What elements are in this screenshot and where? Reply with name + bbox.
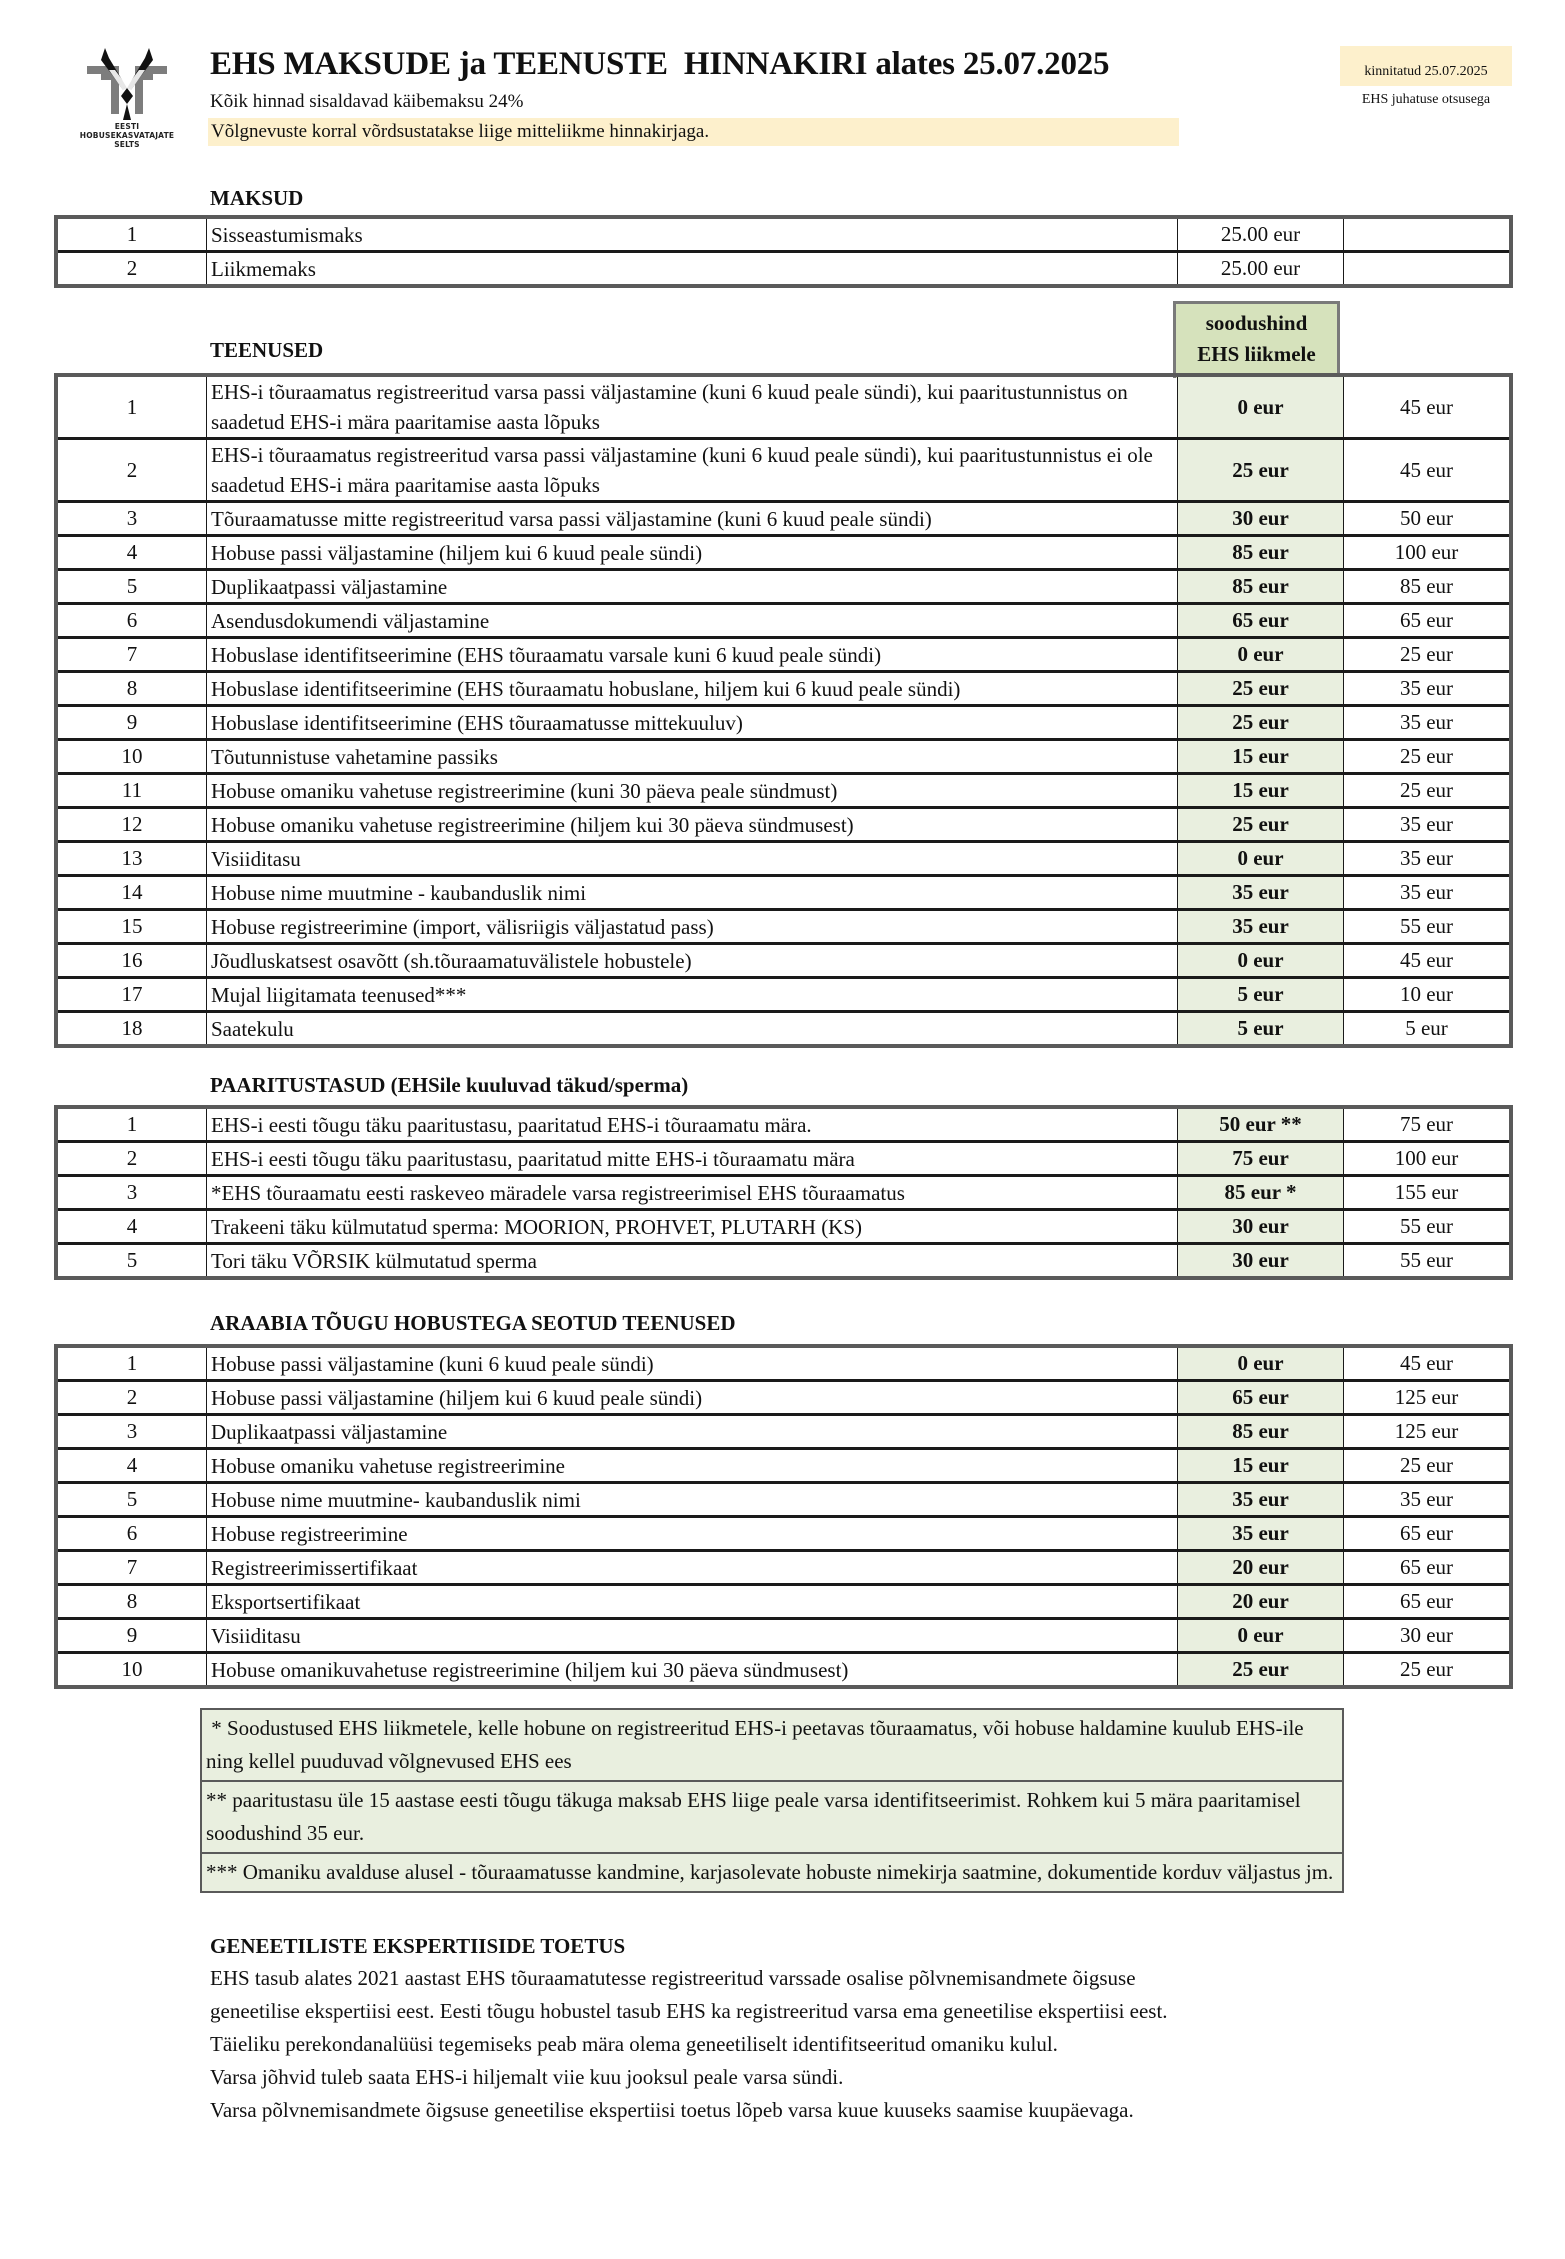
row-number: 3 xyxy=(56,1415,207,1449)
member-price: 65 eur xyxy=(1178,1381,1344,1415)
table-row xyxy=(56,1551,1511,1585)
table-row xyxy=(56,604,1511,638)
table-row xyxy=(56,1346,1511,1381)
footnotes-box xyxy=(200,1708,1344,1893)
service-description: EHS-i eesti tõugu täku paaritustasu, paaritatud EHS-i tõuraamatu mära. xyxy=(207,1107,1178,1142)
service-description: Mujal liigitamata teenused*** xyxy=(207,978,1178,1012)
member-price: 35 eur xyxy=(1178,1517,1344,1551)
service-description: Hobuse registreerimine (import, välisriigis väljastatud pass) xyxy=(207,910,1178,944)
member-price: 20 eur xyxy=(1178,1551,1344,1585)
table-row xyxy=(56,944,1511,978)
paaritustasud-table xyxy=(54,1105,1513,1280)
member-price: 65 eur xyxy=(1178,604,1344,638)
logo-text-line: HOBUSEKASVATAJATE xyxy=(79,131,175,140)
genetic-paragraph: Täieliku perekondanalüüsi tegemiseks peab mära olema geneetiliselt identifitseeritud omaniku kulul. xyxy=(210,2032,1058,2056)
member-price: 50 eur ** xyxy=(1178,1107,1344,1142)
member-price: 15 eur xyxy=(1178,740,1344,774)
regular-price: 35 eur xyxy=(1344,808,1512,842)
member-price: 25 eur xyxy=(1178,808,1344,842)
service-description: Saatekulu xyxy=(207,1012,1178,1047)
table-row xyxy=(56,1012,1511,1047)
member-price: 25 eur xyxy=(1178,1653,1344,1688)
member-price: 25 eur xyxy=(1178,706,1344,740)
araabia-table xyxy=(54,1344,1513,1689)
member-price: 25.00 eur xyxy=(1178,252,1344,287)
table-row xyxy=(56,1483,1511,1517)
service-description: Eksportsertifikaat xyxy=(207,1585,1178,1619)
row-number: 2 xyxy=(56,252,207,287)
table-row xyxy=(56,638,1511,672)
table-row xyxy=(56,1517,1511,1551)
member-price: 30 eur xyxy=(1178,1244,1344,1279)
regular-price: 65 eur xyxy=(1344,1517,1512,1551)
table-row xyxy=(56,1653,1511,1688)
genetic-paragraph: Varsa põlvnemisandmete õigsuse geneetilise ekspertiisi toetus lõpeb varsa kuue kuuseks saamise kuupäevaga. xyxy=(210,2098,1134,2122)
row-number: 1 xyxy=(56,217,207,252)
row-number: 14 xyxy=(56,876,207,910)
row-number: 16 xyxy=(56,944,207,978)
horse-heads-logo-icon xyxy=(79,44,175,122)
member-price: 5 eur xyxy=(1178,1012,1344,1047)
member-price: 85 eur xyxy=(1178,536,1344,570)
row-number: 15 xyxy=(56,910,207,944)
member-price: 35 eur xyxy=(1178,876,1344,910)
member-price-column-header xyxy=(1173,301,1340,378)
regular-price: 65 eur xyxy=(1344,1585,1512,1619)
regular-price xyxy=(1344,217,1512,252)
member-price: 20 eur xyxy=(1178,1585,1344,1619)
service-description: Hobuse nime muutmine- kaubanduslik nimi xyxy=(207,1483,1178,1517)
genetic-support-section xyxy=(210,1930,1170,2127)
regular-price: 25 eur xyxy=(1344,774,1512,808)
table-row xyxy=(56,1176,1511,1210)
service-description: Tõuraamatusse mitte registreeritud varsa passi väljastamine (kuni 6 kuud peale sündi) xyxy=(207,502,1178,536)
row-number: 1 xyxy=(56,1107,207,1142)
service-description: EHS-i eesti tõugu täku paaritustasu, paaritatud mitte EHS-i tõuraamatu mära xyxy=(207,1142,1178,1176)
table-row xyxy=(56,1619,1511,1653)
member-price: 85 eur xyxy=(1178,1415,1344,1449)
logo-text-line: SELTS xyxy=(114,140,140,149)
service-description: Hobuslase identifitseerimine (EHS tõuraamatu hobuslane, hiljem kui 6 kuud peale sündi) xyxy=(207,672,1178,706)
regular-price: 100 eur xyxy=(1344,536,1512,570)
row-number: 3 xyxy=(56,1176,207,1210)
member-price: 85 eur xyxy=(1178,570,1344,604)
table-row xyxy=(56,808,1511,842)
row-number: 12 xyxy=(56,808,207,842)
table-row xyxy=(56,1142,1511,1176)
member-price: 25.00 eur xyxy=(1178,217,1344,252)
service-description: Visiiditasu xyxy=(207,1619,1178,1653)
table-row xyxy=(56,1449,1511,1483)
teenused-table xyxy=(54,373,1513,1048)
service-description: Hobuse registreerimine xyxy=(207,1517,1178,1551)
table-row xyxy=(56,1107,1511,1142)
regular-price: 55 eur xyxy=(1344,910,1512,944)
row-number: 2 xyxy=(56,1142,207,1176)
service-description: Sisseastumismaks xyxy=(207,217,1178,252)
regular-price: 45 eur xyxy=(1344,375,1512,439)
regular-price: 155 eur xyxy=(1344,1176,1512,1210)
service-description: EHS-i tõuraamatus registreeritud varsa passi väljastamine (kuni 6 kuud peale sündi), kui paaritustunnistus ei ole saadetud EHS-i mära paaritamise aasta lõpuks xyxy=(207,439,1178,502)
regular-price: 65 eur xyxy=(1344,1551,1512,1585)
table-row xyxy=(56,375,1511,439)
table-row xyxy=(56,1244,1511,1279)
approval-date: kinnitatud 25.07.2025 xyxy=(1340,46,1512,86)
table-row xyxy=(56,978,1511,1012)
regular-price: 55 eur xyxy=(1344,1210,1512,1244)
section-heading-maksud: MAKSUD xyxy=(210,186,304,210)
row-number: 2 xyxy=(56,1381,207,1415)
service-description: Visiiditasu xyxy=(207,842,1178,876)
organization-logo xyxy=(62,44,192,159)
row-number: 8 xyxy=(56,672,207,706)
row-number: 7 xyxy=(56,1551,207,1585)
row-number: 6 xyxy=(56,604,207,638)
regular-price: 35 eur xyxy=(1344,672,1512,706)
table-row xyxy=(56,1210,1511,1244)
footnote-triple-star: *** Omaniku avalduse alusel - tõuraamatusse kandmine, karjasolevate hobuste nimekirja saatmine, dokumentide korduv väljastus jm. xyxy=(202,1852,1342,1891)
regular-price: 50 eur xyxy=(1344,502,1512,536)
member-price-header-line: soodushind xyxy=(1205,311,1308,335)
member-price: 0 eur xyxy=(1178,1346,1344,1381)
regular-price: 25 eur xyxy=(1344,1449,1512,1483)
member-price: 0 eur xyxy=(1178,638,1344,672)
section-heading-araabia: ARAABIA TÕUGU HOBUSTEGA SEOTUD TEENUSED xyxy=(210,1311,736,1335)
service-description: Duplikaatpassi väljastamine xyxy=(207,570,1178,604)
table-row xyxy=(56,1415,1511,1449)
row-number: 9 xyxy=(56,706,207,740)
regular-price: 25 eur xyxy=(1344,740,1512,774)
regular-price: 45 eur xyxy=(1344,1346,1512,1381)
table-row xyxy=(56,842,1511,876)
member-price: 25 eur xyxy=(1178,439,1344,502)
genetic-support-heading: GENEETILISTE EKSPERTIISIDE TOETUS xyxy=(210,1934,626,1958)
footnote-single-star: * Soodustused EHS liikmetele, kelle hobune on registreeritud EHS-i peetavas tõuraamatus, või hobuse haldamine kuulub EHS-ile ning kellel puuduvad võlgnevused EHS ees xyxy=(206,1716,1309,1773)
service-description: Jõudluskatsest osavõtt (sh.tõuraamatuvälistele hobustele) xyxy=(207,944,1178,978)
regular-price: 85 eur xyxy=(1344,570,1512,604)
service-description: Hobuse nime muutmine - kaubanduslik nimi xyxy=(207,876,1178,910)
genetic-paragraph: EHS tasub alates 2021 aastast EHS tõuraamatutesse registreeritud varssade osalise põlvnemisandmete õigsuse geneetilise ekspertiisi eest. Eesti tõugu hobustel tasub EHS ka registreeritud varsa ema geneetilise ekspertiisi eest. xyxy=(210,1966,1168,2023)
section-heading-paaritustasud: PAARITUSTASUD (EHSile kuuluvad täkud/sperma) xyxy=(210,1073,689,1097)
approval-authority: EHS juhatuse otsusega xyxy=(1361,92,1491,107)
row-number: 8 xyxy=(56,1585,207,1619)
regular-price: 5 eur xyxy=(1344,1012,1512,1047)
service-description: EHS-i tõuraamatus registreeritud varsa passi väljastamine (kuni 6 kuud peale sündi), kui paaritustunnistus on saadetud EHS-i mära paaritamise aasta lõpuks xyxy=(207,375,1178,439)
genetic-paragraph: Varsa jõhvid tuleb saata EHS-i hiljemalt viie kuu jooksul peale varsa sündi. xyxy=(210,2065,844,2089)
service-description: Hobuse omaniku vahetuse registreerimine (kuni 30 päeva peale sündmust) xyxy=(207,774,1178,808)
service-description: Hobuse omaniku vahetuse registreerimine (hiljem kui 30 päeva sündmusest) xyxy=(207,808,1178,842)
table-row xyxy=(56,774,1511,808)
service-description: Hobuse passi väljastamine (hiljem kui 6 kuud peale sündi) xyxy=(207,536,1178,570)
member-price: 85 eur * xyxy=(1178,1176,1344,1210)
regular-price: 25 eur xyxy=(1344,638,1512,672)
row-number: 13 xyxy=(56,842,207,876)
service-description: Tori täku VÕRSIK külmutatud sperma xyxy=(207,1244,1178,1279)
member-price: 0 eur xyxy=(1178,375,1344,439)
row-number: 10 xyxy=(56,740,207,774)
row-number: 5 xyxy=(56,1483,207,1517)
member-price: 75 eur xyxy=(1178,1142,1344,1176)
member-price: 5 eur xyxy=(1178,978,1344,1012)
service-description: Duplikaatpassi väljastamine xyxy=(207,1415,1178,1449)
service-description: Hobuse omaniku vahetuse registreerimine xyxy=(207,1449,1178,1483)
table-row xyxy=(56,502,1511,536)
table-row xyxy=(56,1381,1511,1415)
table-row xyxy=(56,910,1511,944)
service-description: Hobuse passi väljastamine (kuni 6 kuud peale sündi) xyxy=(207,1346,1178,1381)
row-number: 5 xyxy=(56,570,207,604)
row-number: 4 xyxy=(56,1449,207,1483)
member-price: 15 eur xyxy=(1178,774,1344,808)
service-description: Hobuse passi väljastamine (hiljem kui 6 kuud peale sündi) xyxy=(207,1381,1178,1415)
table-row xyxy=(56,570,1511,604)
row-number: 2 xyxy=(56,439,207,502)
table-row xyxy=(56,217,1511,252)
row-number: 7 xyxy=(56,638,207,672)
member-price: 0 eur xyxy=(1178,944,1344,978)
table-row xyxy=(56,536,1511,570)
regular-price: 25 eur xyxy=(1344,1653,1512,1688)
member-price: 30 eur xyxy=(1178,502,1344,536)
service-description: *EHS tõuraamatu eesti raskeveo märadele varsa registreerimisel EHS tõuraamatus xyxy=(207,1176,1178,1210)
row-number: 10 xyxy=(56,1653,207,1688)
member-price-header-line: EHS liikmele xyxy=(1197,342,1316,366)
row-number: 17 xyxy=(56,978,207,1012)
row-number: 9 xyxy=(56,1619,207,1653)
member-price: 25 eur xyxy=(1178,672,1344,706)
member-price: 15 eur xyxy=(1178,1449,1344,1483)
table-row xyxy=(56,439,1511,502)
regular-price: 35 eur xyxy=(1344,706,1512,740)
row-number: 4 xyxy=(56,536,207,570)
table-row xyxy=(56,706,1511,740)
debt-notice: Võlgnevuste korral võrdsustatakse liige mitteliikme hinnakirjaga. xyxy=(208,118,1179,146)
service-description: Trakeeni täku külmutatud sperma: MOORION, PROHVET, PLUTARH (KS) xyxy=(207,1210,1178,1244)
regular-price: 10 eur xyxy=(1344,978,1512,1012)
row-number: 3 xyxy=(56,502,207,536)
regular-price: 125 eur xyxy=(1344,1381,1512,1415)
service-description: Tõutunnistuse vahetamine passiks xyxy=(207,740,1178,774)
member-price: 30 eur xyxy=(1178,1210,1344,1244)
regular-price: 75 eur xyxy=(1344,1107,1512,1142)
section-heading-teenused: TEENUSED xyxy=(210,338,324,362)
table-row xyxy=(56,876,1511,910)
regular-price: 65 eur xyxy=(1344,604,1512,638)
maksud-table xyxy=(54,215,1513,288)
service-description: Registreerimissertifikaat xyxy=(207,1551,1178,1585)
member-price: 35 eur xyxy=(1178,1483,1344,1517)
table-row xyxy=(56,252,1511,287)
service-description: Hobuslase identifitseerimine (EHS tõuraamatusse mittekuuluv) xyxy=(207,706,1178,740)
service-description: Hobuslase identifitseerimine (EHS tõuraamatu varsale kuni 6 kuud peale sündi) xyxy=(207,638,1178,672)
regular-price: 100 eur xyxy=(1344,1142,1512,1176)
row-number: 1 xyxy=(56,1346,207,1381)
regular-price xyxy=(1344,252,1512,287)
regular-price: 45 eur xyxy=(1344,439,1512,502)
page-title: EHS MAKSUDE ja TEENUSTE HINNAKIRI alates 25.07.2025 xyxy=(210,46,1110,82)
row-number: 11 xyxy=(56,774,207,808)
logo-text-line: EESTI xyxy=(114,122,140,131)
regular-price: 125 eur xyxy=(1344,1415,1512,1449)
row-number: 1 xyxy=(56,375,207,439)
regular-price: 35 eur xyxy=(1344,876,1512,910)
table-row xyxy=(56,740,1511,774)
regular-price: 30 eur xyxy=(1344,1619,1512,1653)
regular-price: 55 eur xyxy=(1344,1244,1512,1279)
member-price: 35 eur xyxy=(1178,910,1344,944)
regular-price: 45 eur xyxy=(1344,944,1512,978)
row-number: 5 xyxy=(56,1244,207,1279)
vat-note: Kõik hinnad sisaldavad käibemaksu 24% xyxy=(210,91,524,112)
row-number: 6 xyxy=(56,1517,207,1551)
row-number: 18 xyxy=(56,1012,207,1047)
member-price: 0 eur xyxy=(1178,1619,1344,1653)
service-description: Hobuse omanikuvahetuse registreerimine (hiljem kui 30 päeva sündmusest) xyxy=(207,1653,1178,1688)
table-row xyxy=(56,1585,1511,1619)
row-number: 4 xyxy=(56,1210,207,1244)
table-row xyxy=(56,672,1511,706)
service-description: Liikmemaks xyxy=(207,252,1178,287)
regular-price: 35 eur xyxy=(1344,1483,1512,1517)
member-price: 0 eur xyxy=(1178,842,1344,876)
service-description: Asendusdokumendi väljastamine xyxy=(207,604,1178,638)
footnote-double-star: ** paaritustasu üle 15 aastase eesti tõugu täkuga maksab EHS liige peale varsa identifitseerimist. Rohkem kui 5 mära paaritamisel soodushind 35 eur. xyxy=(202,1780,1342,1852)
regular-price: 35 eur xyxy=(1344,842,1512,876)
